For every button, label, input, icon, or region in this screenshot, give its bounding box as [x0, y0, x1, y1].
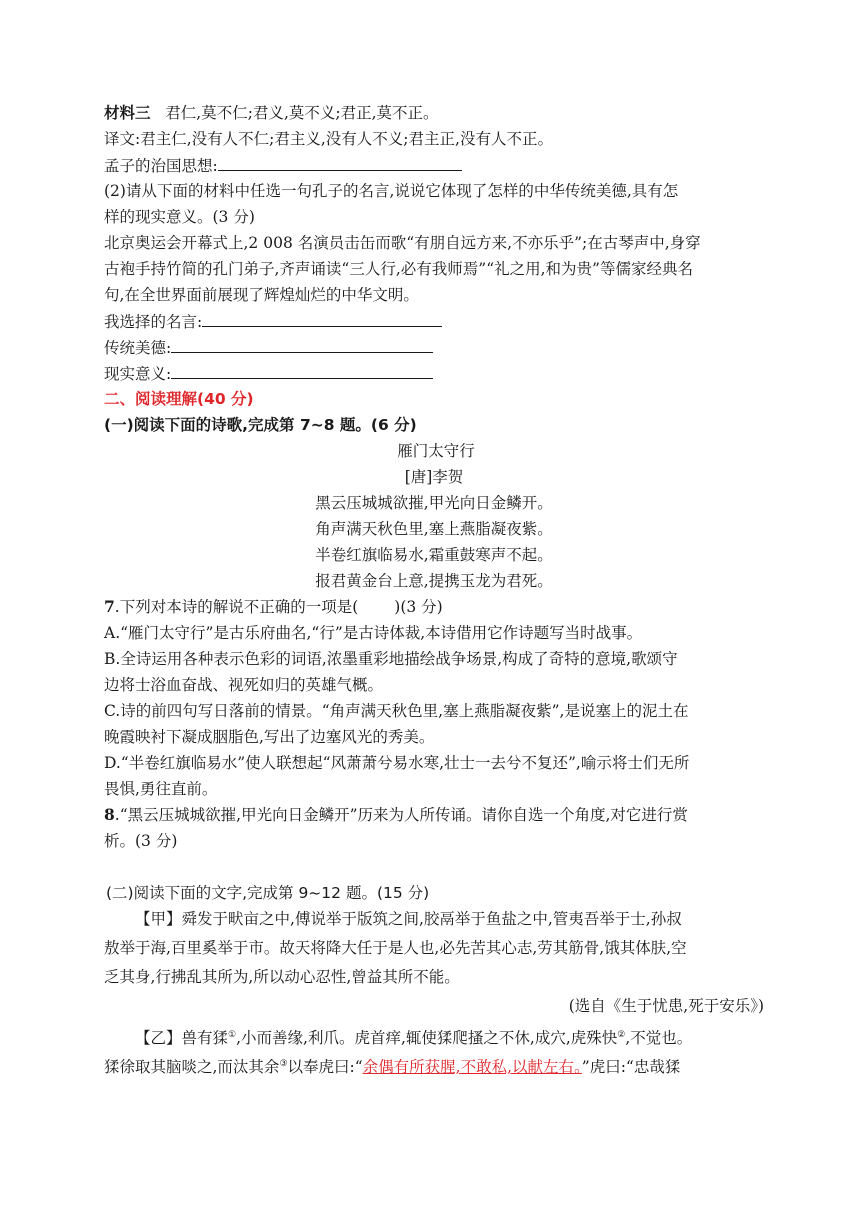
material3-translation: 译文:君主仁,没有人不仁;君主义,没有人不义;君主正,没有人不正。	[104, 130, 553, 148]
answer-blank[interactable]	[171, 334, 433, 353]
answer-blank[interactable]	[171, 360, 433, 379]
q7-stem-end: )(3 分)	[394, 598, 443, 616]
yi-text: 兽有猱	[181, 1029, 229, 1048]
answer-blank[interactable]	[218, 152, 462, 171]
q2-line1: (2)请从下面的材料中任选一句孔子的名言,说说它体现了怎样的中华传统美德,具有怎	[104, 182, 679, 200]
jia-tag: 【甲】	[135, 910, 182, 928]
yi-tag: 【乙】	[135, 1029, 182, 1048]
q7-option-d1: D.“半卷红旗临易水”使人联想起“风萧萧兮易水寒,壮士一去兮不复还”,喻示将士们无所	[104, 754, 690, 772]
footnote-mark: ③	[279, 1059, 288, 1069]
poem-line: 半卷红旗临易水,霜重鼓寒声不起。	[315, 546, 553, 564]
yi-line1	[104, 1022, 764, 1048]
footnote-mark: ①	[228, 1030, 237, 1040]
q8-line2: 析。(3 分)	[104, 832, 178, 850]
poem-line: 黑云压城城欲摧,甲光向日金鳞开。	[315, 494, 553, 512]
yi-text: 以奉虎曰:“	[287, 1058, 363, 1077]
poem-title: 雁门太守行	[397, 442, 475, 460]
jia-line3: 乏其身,行拂乱其所为,所以动心忍性,曾益其所不能。	[104, 968, 460, 986]
yi-highlighted-sentence: 余偶有所获腥,不敢私,以献左右。	[362, 1058, 582, 1077]
material3-prompt-line	[104, 152, 764, 178]
q2-line2: 样的现实意义。(3 分)	[104, 208, 255, 226]
jia-text: 舜发于畎亩之中,傅说举于版筑之间,胶鬲举于鱼盐之中,管夷吾举于士,孙叔	[181, 910, 682, 928]
q2-virtue-label: 传统美德:	[104, 339, 172, 357]
yi-line2	[104, 1051, 764, 1077]
q2-meaning-line	[104, 360, 764, 386]
q7-option-b1: B.全诗运用各种表示色彩的词语,浓墨重彩地描绘战争场景,构成了奇特的意境,歌颂守	[104, 650, 678, 668]
q2-material-line2: 古袍手持竹简的孔门弟子,齐声诵读“三人行,必有我师焉”“礼之用,和为贵”等儒家经典名	[104, 260, 693, 278]
yi-text: 猱徐取其脑啖之,而汰其余	[104, 1058, 280, 1077]
jia-line1	[104, 906, 764, 932]
poem-line: 角声满天秋色里,塞上燕脂凝夜紫。	[315, 520, 553, 538]
jia-source: (选自《生于忧患,死于安乐》)	[568, 997, 764, 1015]
jia-line2: 敖举于海,百里奚举于市。故天将降大任于是人也,必先苦其心志,劳其筋骨,饿其体肤,空	[104, 939, 687, 957]
q2-material-line1: 北京奥运会开幕式上,2 008 名演员击缶而歌“有朋自远方来,不亦乐乎”;在古琴声中,身穿	[104, 234, 701, 252]
q7-option-b2: 边将士浴血奋战、视死如归的英雄气概。	[104, 676, 384, 694]
q2-meaning-label: 现实意义:	[104, 365, 172, 383]
material3-text: 君仁,莫不仁;君义,莫不义;君正,莫不正。	[165, 104, 439, 122]
part2-title: (二)阅读下面的文字,完成第 9~12 题。(15 分)	[106, 884, 430, 902]
poem-line: 报君黄金台上意,提携玉龙为君死。	[315, 572, 553, 590]
q7-option-c1: C.诗的前四句写日落前的情景。“角声满天秋色里,塞上燕脂凝夜紫”,是说塞上的泥土在	[104, 702, 689, 720]
poem-author: [唐]李贺	[404, 468, 464, 486]
q8-text: .“黑云压城城欲摧,甲光向日金鳞开”历来为人所传诵。请你自选一个角度,对它进行赏	[114, 806, 688, 824]
answer-space[interactable]	[104, 854, 764, 880]
q7-stem	[104, 594, 764, 620]
yi-text: ,不觉也。	[625, 1029, 693, 1048]
footnote-mark: ②	[617, 1030, 626, 1040]
q2-material-line3: 句,在全世界面前展现了辉煌灿烂的中华文明。	[104, 286, 419, 304]
q2-virtue-line	[104, 334, 764, 360]
section-title: 二、阅读理解(40 分)	[104, 390, 254, 408]
part1-title: (一)阅读下面的诗歌,完成第 7~8 题。(6 分)	[104, 416, 417, 434]
q7-number: 7	[104, 597, 115, 616]
q7-option-a: A.“雁门太守行”是古乐府曲名,“行”是古诗体裁,本诗借用它作诗题写当时战事。	[104, 624, 643, 642]
q2-chosen-label: 我选择的名言:	[104, 313, 203, 331]
q2-chosen-line	[104, 308, 764, 334]
q8-number: 8	[104, 805, 115, 824]
yi-text: ,小而善缘,利爪。虎首痒,辄使猱爬搔之不休,成穴,虎殊快	[236, 1029, 618, 1048]
answer-blank[interactable]	[202, 308, 442, 327]
material3-prompt: 孟子的治国思想:	[104, 157, 218, 175]
q7-option-c2: 晚霞映衬下凝成胭脂色,写出了边塞风光的秀美。	[104, 728, 435, 746]
yi-text: ”虎曰:“忠哉猱	[581, 1058, 681, 1077]
q7-option-d2: 畏惧,勇往直前。	[104, 780, 218, 798]
material3-line	[104, 100, 764, 126]
material3-label: 材料三	[104, 104, 151, 122]
q7-stem-text: .下列对本诗的解说不正确的一项是(	[114, 598, 359, 616]
q8-line1	[104, 802, 764, 828]
document-page	[104, 98, 764, 1077]
